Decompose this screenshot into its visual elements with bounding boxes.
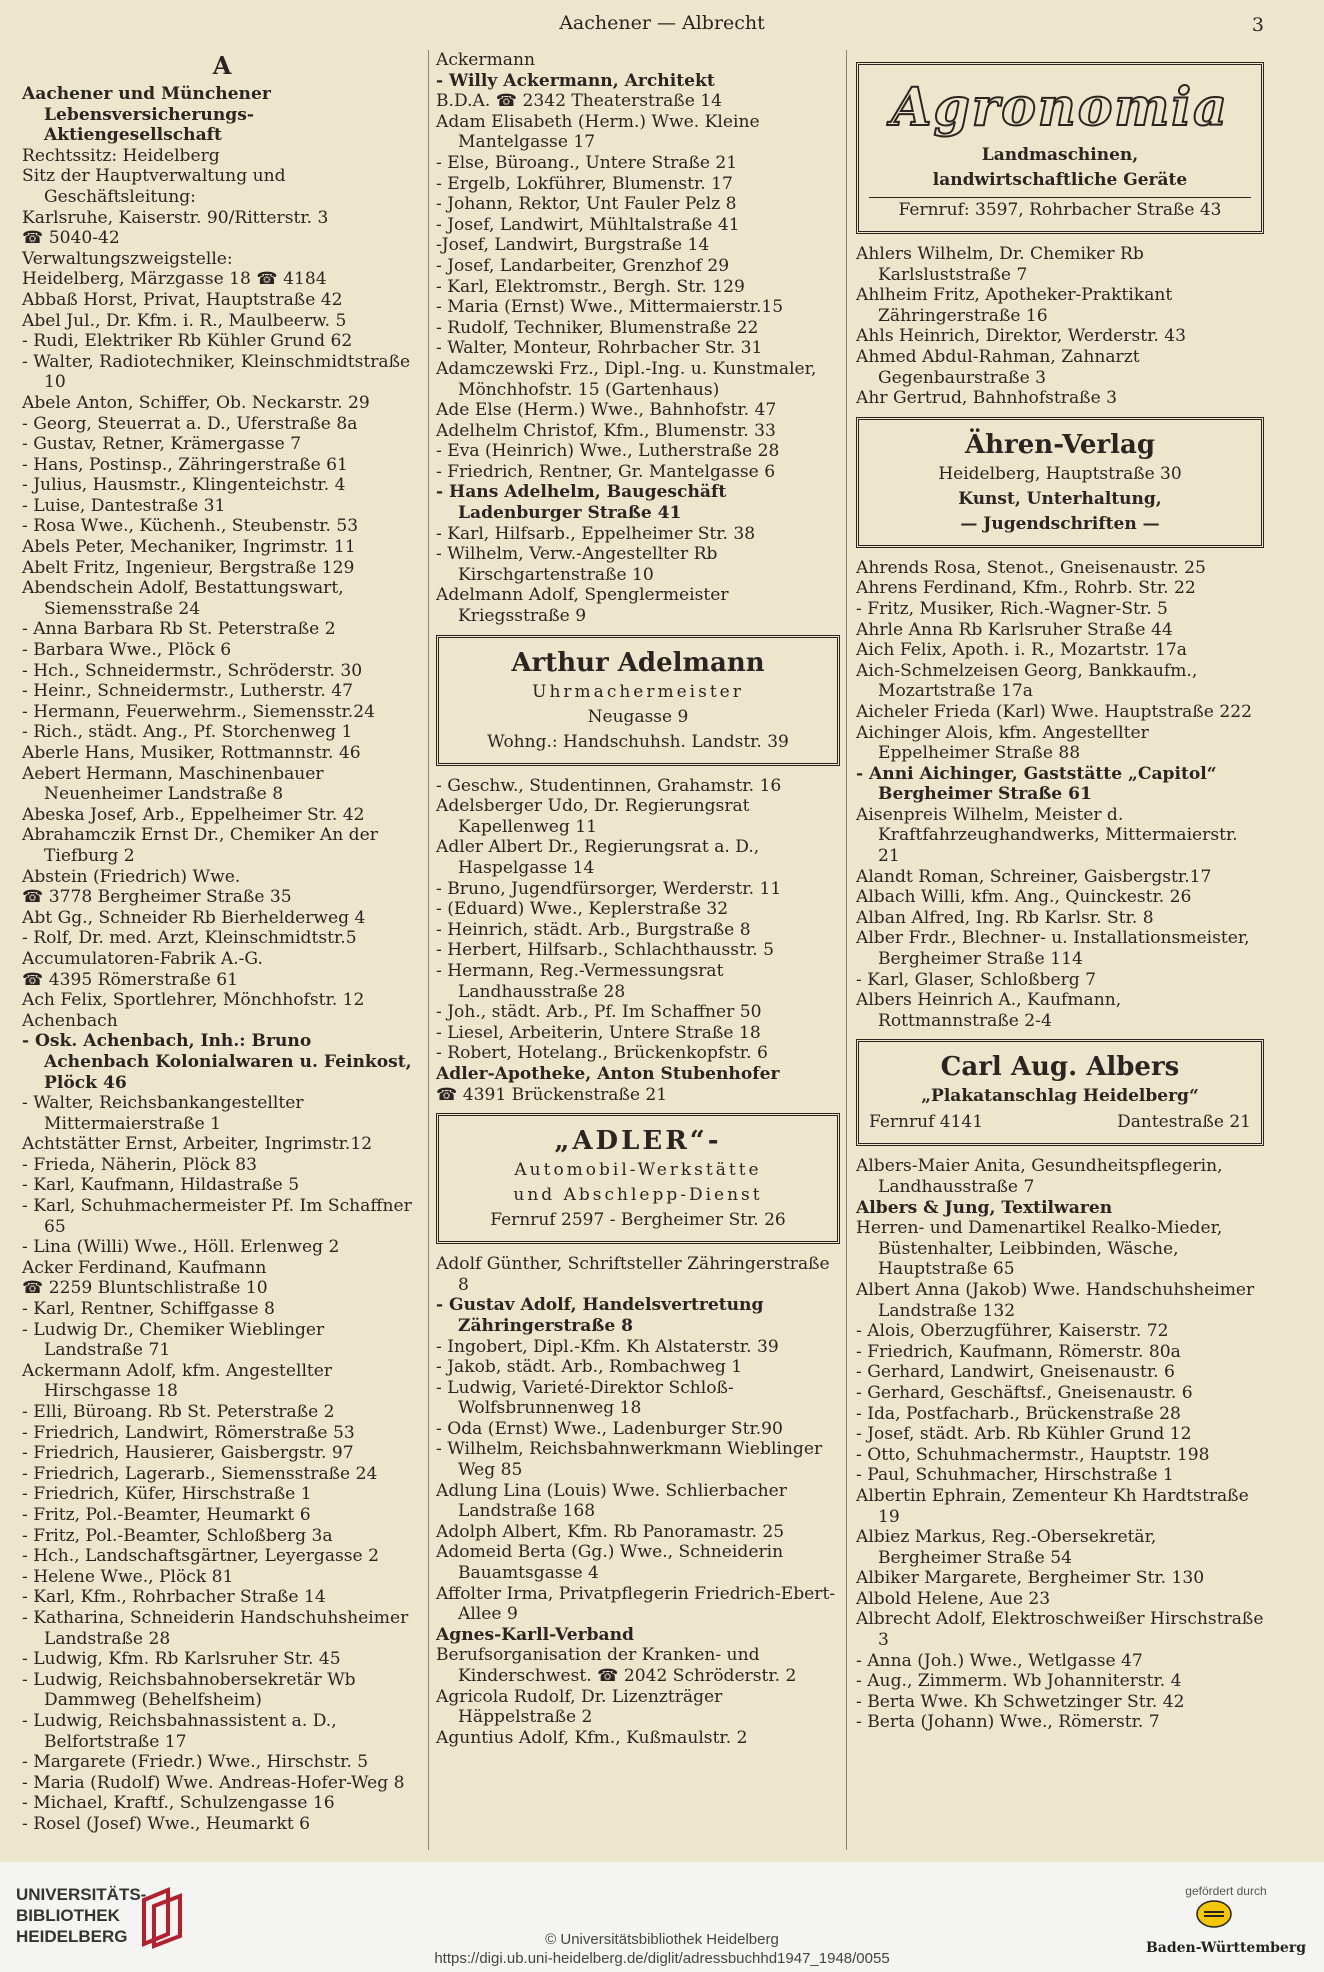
ad-line: und Abschlepp-Dienst bbox=[513, 1185, 763, 1206]
directory-entry: - Ludwig, Varieté-Direktor Schloß-Wolfsbrunnenweg 18 bbox=[436, 1377, 734, 1419]
directory-entry: - Barbara Wwe., Plöck 6 bbox=[22, 640, 232, 661]
directory-entry: - Helene Wwe., Plöck 81 bbox=[22, 1566, 234, 1587]
directory-entry: Agricola Rudolf, Dr. Lizenzträger Häppelstraße 2 bbox=[436, 1686, 723, 1728]
directory-entry: - Ludwig, Kfm. Rb Karlsruher Str. 45 bbox=[22, 1649, 341, 1670]
directory-entry: - Friedrich, Kaufmann, Römerstr. 80a bbox=[856, 1341, 1181, 1362]
directory-entry: - Otto, Schuhmachermstr., Hauptstr. 198 bbox=[856, 1444, 1210, 1465]
directory-entry: - Frieda, Näherin, Plöck 83 bbox=[22, 1154, 257, 1175]
page-header bbox=[0, 12, 1324, 40]
directory-entry: - Fritz, Pol.-Beamter, Heumarkt 6 bbox=[22, 1504, 311, 1525]
directory-entry: - Bruno, Jugendfürsorger, Werderstr. 11 bbox=[436, 878, 782, 899]
ad-address: Dantestraße 21 bbox=[1117, 1112, 1251, 1133]
directory-entry: - Rudi, Elektriker Rb Kühler Grund 62 bbox=[22, 331, 353, 352]
directory-entry: Rechtssitz: Heidelberg bbox=[22, 145, 220, 166]
directory-entry: - Gerhard, Landwirt, Gneisenaustr. 6 bbox=[856, 1362, 1175, 1383]
page-number: 3 bbox=[1251, 14, 1264, 36]
directory-entry: - Jakob, städt. Arb., Rombachweg 1 bbox=[436, 1357, 743, 1378]
directory-entry: - Lina (Willi) Wwe., Höll. Erlenweg 2 bbox=[22, 1237, 340, 1258]
directory-entry: - Osk. Achenbach, Inh.: Bruno Achenbach Kolonialwaren u. Feinkost, Plöck 46 bbox=[22, 1031, 412, 1093]
directory-entry: Acker Ferdinand, Kaufmann bbox=[22, 1257, 267, 1278]
directory-entry: - Karl, Glaser, Schloßberg 7 bbox=[856, 969, 1096, 990]
directory-entry: Adler Albert Dr., Regierungsrat a. D., Haspelgasse 14 bbox=[436, 837, 760, 878]
directory-entry: Aachener und Münchener Lebensversicherungs-Aktiengesellschaft bbox=[22, 84, 271, 146]
directory-entry: Adomeid Berta (Gg.) Wwe., Schneiderin Bauamtsgasse 4 bbox=[436, 1542, 784, 1584]
library-name-line: UNIVERSITÄTS- bbox=[16, 1885, 147, 1904]
directory-entry: - Hch., Landschaftsgärtner, Leyergasse 2 bbox=[22, 1546, 379, 1567]
ad-address: Bergheimer Str. 26 bbox=[620, 1210, 786, 1231]
directory-entry: ☎ 3778 Bergheimer Straße 35 bbox=[22, 887, 292, 908]
directory-entry: - Walter, Radiotechniker, Kleinschmidtstraße 10 bbox=[22, 351, 411, 393]
entry-list bbox=[856, 244, 1264, 409]
directory-entry: - Berta Wwe. Kh Schwetzinger Str. 42 bbox=[856, 1691, 1185, 1712]
directory-entry: - Julius, Hausmstr., Klingenteichstr. 4 bbox=[22, 475, 346, 496]
directory-entry: - Hch., Schneidermstr., Schröderstr. 30 bbox=[22, 660, 363, 681]
directory-entry: Albrecht Adolf, Elektroschweißer Hirschstraße 3 bbox=[856, 1609, 1264, 1651]
directory-entry: Aich-Schmelzeisen Georg, Bankkaufm., Mozartstraße 17a bbox=[856, 660, 1198, 702]
directory-entry: Albers Heinrich A., Kaufmann, Rottmannstraße 2-4 bbox=[856, 990, 1122, 1031]
directory-entry: Abels Peter, Mechaniker, Ingrimstr. 11 bbox=[22, 537, 356, 558]
ad-separator: - bbox=[609, 1210, 616, 1231]
directory-entry: Agnes-Karll-Verband bbox=[436, 1624, 634, 1645]
ad-line: landwirtschaftliche Geräte bbox=[932, 170, 1188, 190]
directory-entry: - Johann, Rektor, Unt Fauler Pelz 8 bbox=[436, 194, 737, 215]
directory-entry: - Willy Ackermann, Architekt bbox=[436, 70, 715, 91]
directory-entry: Albers-Maier Anita, Gesundheitspflegerin, Landhausstraße 7 bbox=[856, 1156, 1223, 1197]
directory-entry: - Rosa Wwe., Küchenh., Steubenstr. 53 bbox=[22, 516, 359, 537]
directory-entry: - Elli, Büroang. Rb St. Peterstraße 2 bbox=[22, 1402, 335, 1422]
directory-entry: Alban Alfred, Ing. Rb Karlsr. Str. 8 bbox=[856, 907, 1154, 928]
directory-entry: - Rich., städt. Ang., Pf. Storchenweg 1 bbox=[22, 722, 353, 743]
directory-entry: - Heinrich, städt. Arb., Burgstraße 8 bbox=[436, 919, 751, 940]
directory-entry: - Berta (Johann) Wwe., Römerstr. 7 bbox=[856, 1712, 1160, 1733]
directory-entry: Sitz der Hauptverwaltung und Geschäftsleitung: bbox=[22, 166, 286, 207]
ad-agronomia bbox=[856, 62, 1264, 234]
directory-entry: - Walter, Monteur, Rohrbacher Str. 31 bbox=[436, 338, 763, 359]
directory-entry: Ahmed Abdul-Rahman, Zahnarzt Gegenbaurstraße 3 bbox=[856, 346, 1140, 388]
directory-entry: - Ludwig Dr., Chemiker Wieblinger Landstraße 71 bbox=[22, 1319, 325, 1361]
ad-ahren-verlag bbox=[856, 417, 1264, 548]
directory-entry: Ahrens Ferdinand, Kfm., Rohrb. Str. 22 bbox=[856, 578, 1196, 599]
directory-entry: - Katharina, Schneiderin Handschuhsheimer Landstraße 28 bbox=[22, 1607, 409, 1649]
directory-entry: Aebert Hermann, Maschinenbauer Neuenheimer Landstraße 8 bbox=[22, 763, 324, 805]
directory-entry: Verwaltungszweigstelle: bbox=[22, 248, 233, 269]
directory-entry: Adolf Günther, Schriftsteller Zähringerstraße 8 bbox=[436, 1254, 830, 1295]
directory-entry: Achenbach bbox=[22, 1010, 118, 1031]
directory-entry: Aichinger Alois, kfm. Angestellter Eppelheimer Straße 88 bbox=[856, 722, 1149, 764]
directory-entry: Ade Else (Herm.) Wwe., Bahnhofstr. 47 bbox=[436, 400, 777, 421]
directory-entry: - Joh., städt. Arb., Pf. Im Schaffner 50 bbox=[436, 1002, 762, 1023]
state-emblem-icon bbox=[1196, 1900, 1232, 1928]
entry-list bbox=[436, 1254, 840, 1748]
viewer-footer bbox=[0, 1862, 1324, 1972]
running-title: Aachener — Albrecht bbox=[559, 12, 765, 34]
entry-list bbox=[856, 558, 1264, 1032]
state-name: Baden-Württemberg bbox=[1145, 1940, 1306, 1956]
agronomia-logo: Agronomia bbox=[891, 77, 1229, 138]
directory-entry: - Karl, Rentner, Schiffgasse 8 bbox=[22, 1299, 275, 1320]
directory-entry: - Hans Adelhelm, Baugeschäft Ladenburger Straße 41 bbox=[436, 482, 727, 524]
directory-entry: - Margarete (Friedr.) Wwe., Hirschstr. 5 bbox=[22, 1752, 369, 1773]
funded-by-label: gefördert durch bbox=[1185, 1884, 1267, 1898]
directory-entry: Ahls Heinrich, Direktor, Werderstr. 43 bbox=[856, 326, 1186, 347]
directory-entry: Albiker Margarete, Bergheimer Str. 130 bbox=[856, 1568, 1205, 1589]
directory-entry: - Wilhelm, Verw.-Angestellter Rb Kirschgartenstraße 10 bbox=[436, 544, 718, 585]
directory-entry: Adelsberger Udo, Dr. Regierungsrat Kapellenweg 11 bbox=[436, 796, 750, 837]
directory-entry: - Ludwig, Reichsbahnassistent a. D., Belfortstraße 17 bbox=[22, 1710, 337, 1752]
directory-entry: Aguntius Adolf, Kfm., Kußmaulstr. 2 bbox=[436, 1727, 748, 1748]
directory-entry: Heidelberg, Märzgasse 18 ☎ 4184 bbox=[22, 269, 327, 290]
directory-entry: Ahlers Wilhelm, Dr. Chemiker Rb Karlsluststraße 7 bbox=[856, 244, 1144, 285]
directory-entry: - Gustav, Retner, Krämergasse 7 bbox=[22, 434, 302, 455]
directory-entry: - Oda (Ernst) Wwe., Ladenburger Str.90 bbox=[436, 1418, 783, 1439]
directory-entry: Albertin Ephrain, Zementeur Kh Hardtstraße 19 bbox=[856, 1485, 1249, 1527]
directory-entry: ☎ 5040-42 bbox=[22, 228, 120, 249]
directory-entry: - Gerhard, Geschäftsf., Gneisenaustr. 6 bbox=[856, 1382, 1193, 1403]
directory-entry: Herren- und Damenartikel Realko-Mieder, Büstenhalter, Leibbinden, Wäsche, Hauptstraße 65 bbox=[856, 1218, 1223, 1280]
directory-entry: - Rosel (Josef) Wwe., Heumarkt 6 bbox=[22, 1813, 311, 1834]
directory-entry: - Herbert, Hilfsarb., Schlachthausstr. 5 bbox=[436, 940, 774, 961]
ad-line: Heidelberg, Hauptstraße 30 bbox=[938, 463, 1182, 484]
directory-entry: Alandt Roman, Schreiner, Gaisbergstr.17 bbox=[856, 866, 1212, 887]
funding-note[interactable] bbox=[1146, 1884, 1306, 1956]
entry-list bbox=[856, 1156, 1264, 1733]
ad-home-address: Wohng.: Handschuhsh. Landstr. 39 bbox=[487, 731, 789, 752]
directory-entry: - Fritz, Pol.-Beamter, Schloßberg 3a bbox=[22, 1525, 333, 1546]
directory-entry: - Else, Büroang., Untere Straße 21 bbox=[436, 152, 738, 173]
section-letter: A bbox=[212, 51, 232, 80]
directory-entry: - Heinr., Schneidermstr., Lutherstr. 47 bbox=[22, 681, 353, 702]
directory-entry: - Georg, Steuerrat a. D., Uferstraße 8a bbox=[22, 413, 358, 434]
directory-entry: Abendschein Adolf, Bestattungswart, Siemensstraße 24 bbox=[22, 578, 344, 619]
directory-entry: Albert Anna (Jakob) Wwe. Handschuhsheimer Landstraße 132 bbox=[856, 1279, 1255, 1321]
directory-entry: - Paul, Schuhmacher, Hirschstraße 1 bbox=[856, 1465, 1174, 1486]
directory-entry: - Ingobert, Dipl.-Kfm. Kh Alstaterstr. 39 bbox=[436, 1336, 779, 1357]
directory-entry: Aich Felix, Apoth. i. R., Mozartstr. 17a bbox=[856, 640, 1187, 661]
directory-entry: ☎ 2259 Bluntschlistraße 10 bbox=[22, 1278, 268, 1299]
ad-arthur-adelmann bbox=[436, 635, 840, 766]
directory-entry: Ahrends Rosa, Stenot., Gneisenaustr. 25 bbox=[856, 557, 1206, 578]
ad-line: Landmaschinen, bbox=[981, 145, 1139, 165]
ad-phone: Fernruf 2597 bbox=[490, 1210, 605, 1231]
directory-entry: - Friedrich, Rentner, Gr. Mantelgasse 6 bbox=[436, 461, 776, 482]
directory-entry: - Josef, Landarbeiter, Grenzhof 29 bbox=[436, 255, 730, 276]
directory-entry: - Michael, Kraftf., Schulzengasse 16 bbox=[22, 1793, 335, 1814]
directory-entry: Aberle Hans, Musiker, Rottmannstr. 46 bbox=[22, 743, 361, 763]
ad-title: Carl Aug. Albers bbox=[940, 1052, 1180, 1083]
ad-adler-werkstaette bbox=[436, 1113, 840, 1244]
directory-entry: - Gustav Adolf, Handelsvertretung Zähringerstraße 8 bbox=[436, 1295, 764, 1336]
directory-entry: - Geschw., Studentinnen, Grahamstr. 16 bbox=[436, 775, 782, 796]
ad-contact bbox=[869, 1109, 1251, 1135]
ad-line: — Jugendschriften — bbox=[960, 513, 1160, 534]
directory-entry: - Ludwig, Reichsbahnobersekretär Wb Dammweg (Behelfsheim) bbox=[22, 1669, 356, 1711]
ad-contact bbox=[449, 1208, 827, 1233]
directory-entry: - Ida, Postfacharb., Brückenstraße 28 bbox=[856, 1403, 1181, 1424]
directory-entry: Aicheler Frieda (Karl) Wwe. Hauptstraße 222 bbox=[856, 701, 1252, 722]
footer-credits bbox=[0, 1930, 1324, 1968]
ad-phone: Fernruf 4141 bbox=[869, 1112, 984, 1133]
directory-entry: Adolph Albert, Kfm. Rb Panoramastr. 25 bbox=[436, 1521, 785, 1542]
directory-entry: Adelmann Adolf, Spenglermeister Kriegsstraße 9 bbox=[436, 585, 729, 627]
ad-slogan: „Plakatanschlag Heidelberg“ bbox=[921, 1086, 1199, 1107]
ad-address: Neugasse 9 bbox=[587, 706, 689, 727]
directory-entry: - Luise, Dantestraße 31 bbox=[22, 495, 226, 516]
directory-entry: Adlung Lina (Louis) Wwe. Schlierbacher Landstraße 168 bbox=[436, 1480, 787, 1522]
directory-entry: Adamczewski Frz., Dipl.-Ing. u. Kunstmaler, Mönchhofstr. 15 (Gartenhaus) bbox=[436, 358, 817, 400]
directory-entry: - Karl, Kaufmann, Hildastraße 5 bbox=[22, 1175, 300, 1196]
directory-entry: ☎ 4391 Brückenstraße 21 bbox=[436, 1084, 668, 1105]
directory-entry: - Liesel, Arbeiterin, Untere Straße 18 bbox=[436, 1022, 761, 1043]
directory-entry: - Josef, städt. Arb. Rb Kühler Grund 12 bbox=[856, 1424, 1192, 1445]
directory-entry: Albach Willi, kfm. Ang., Quinckestr. 26 bbox=[856, 887, 1192, 908]
directory-entry: Abeska Josef, Arb., Eppelheimer Str. 42 bbox=[22, 804, 365, 825]
permalink[interactable]: https://digi.ub.uni-heidelberg.de/diglit/adressbuchhd1947_1948/0055 bbox=[434, 1950, 890, 1967]
directory-entry: - Maria (Rudolf) Wwe. Andreas-Hofer-Weg 8 bbox=[22, 1772, 405, 1793]
ad-title: „ADLER“- bbox=[554, 1126, 722, 1157]
directory-entry: Ackermann Adolf, kfm. Angestellter Hirschgasse 18 bbox=[22, 1360, 333, 1402]
directory-entry: - Friedrich, Küfer, Hirschstraße 1 bbox=[22, 1484, 312, 1505]
directory-entry: Abstein (Friedrich) Wwe. bbox=[22, 866, 241, 887]
library-name-line: HEIDELBERG bbox=[16, 1927, 128, 1946]
directory-entry: Albiez Markus, Reg.-Obersekretär, Bergheimer Straße 54 bbox=[856, 1527, 1157, 1568]
column-right bbox=[856, 50, 1264, 1733]
directory-entry: - Karl, Schuhmachermeister Pf. Im Schaffner 65 bbox=[22, 1196, 412, 1237]
directory-entry: -Josef, Landwirt, Burgstraße 14 bbox=[436, 235, 710, 256]
directory-entry: - Karl, Elektromstr., Bergh. Str. 129 bbox=[436, 276, 745, 297]
directory-entry: Berufsorganisation der Kranken- und Kinderschwest. ☎ 2042 Schröderstr. 2 bbox=[436, 1645, 797, 1686]
directory-entry: - Hermann, Feuerwehrm., Siemensstr.24 bbox=[22, 701, 375, 722]
directory-entry: Albold Helene, Aue 23 bbox=[856, 1588, 1051, 1609]
directory-entry: - (Eduard) Wwe., Keplerstraße 32 bbox=[436, 899, 729, 920]
directory-entry: Ackermann bbox=[436, 50, 535, 70]
directory-entry: - Eva (Heinrich) Wwe., Lutherstraße 28 bbox=[436, 441, 780, 462]
directory-entry: - Rudolf, Techniker, Blumenstraße 22 bbox=[436, 317, 759, 338]
directory-entry: Karlsruhe, Kaiserstr. 90/Ritterstr. 3 bbox=[22, 207, 329, 228]
directory-entry: - Friedrich, Lagerarb., Siemensstraße 24 bbox=[22, 1463, 378, 1484]
directory-entry: - Josef, Landwirt, Mühltalstraße 41 bbox=[436, 214, 740, 235]
ad-title: Arthur Adelmann bbox=[511, 647, 765, 678]
entry-list bbox=[436, 776, 840, 1106]
directory-entry: - Rolf, Dr. med. Arzt, Kleinschmidtstr.5 bbox=[22, 928, 357, 949]
directory-entry: Ach Felix, Sportlehrer, Mönchhofstr. 12 bbox=[22, 990, 365, 1011]
directory-entry: - Maria (Ernst) Wwe., Mittermaierstr.15 bbox=[436, 297, 784, 318]
directory-entry: Achtstätter Ernst, Arbeiter, Ingrimstr.12 bbox=[22, 1134, 373, 1155]
directory-entry: Ahr Gertrud, Bahnhofstraße 3 bbox=[856, 388, 1118, 409]
directory-entry: - Karl, Kfm., Rohrbacher Straße 14 bbox=[22, 1587, 326, 1608]
directory-entry: Abelt Fritz, Ingenieur, Bergstraße 129 bbox=[22, 557, 355, 578]
directory-entry: - Walter, Reichsbankangestellter Mittermaierstraße 1 bbox=[22, 1093, 304, 1134]
directory-entry: Albers & Jung, Textilwaren bbox=[856, 1197, 1113, 1218]
column-left bbox=[22, 50, 422, 1834]
directory-entry: Abele Anton, Schiffer, Ob. Neckarstr. 29 bbox=[22, 392, 370, 413]
library-name-line: BIBLIOTHEK bbox=[16, 1906, 120, 1925]
ad-line: Kunst, Unterhaltung, bbox=[958, 488, 1162, 509]
directory-entry: Ahrle Anna Rb Karlsruher Straße 44 bbox=[856, 619, 1173, 640]
directory-entry: ☎ 4395 Römerstraße 61 bbox=[22, 969, 239, 990]
directory-entry: - Anna (Joh.) Wwe., Wetlgasse 47 bbox=[856, 1650, 1143, 1671]
directory-entry: - Friedrich, Landwirt, Römerstraße 53 bbox=[22, 1422, 355, 1443]
directory-entry: - Fritz, Musiker, Rich.-Wagner-Str. 5 bbox=[856, 598, 1168, 619]
directory-entry: Adelhelm Christof, Kfm., Blumenstr. 33 bbox=[436, 420, 776, 441]
directory-entry: - Hermann, Reg.-Vermessungsrat Landhausstraße 28 bbox=[436, 960, 724, 1002]
directory-entry: - Alois, Oberzugführer, Kaiserstr. 72 bbox=[856, 1321, 1169, 1342]
copyright-text: © Universitätsbibliothek Heidelberg bbox=[545, 1931, 779, 1948]
directory-entry: - Robert, Hotelang., Brückenkopfstr. 6 bbox=[436, 1043, 768, 1064]
directory-entry: Abt Gg., Schneider Rb Bierhelderweg 4 bbox=[22, 907, 366, 928]
column-divider-2 bbox=[846, 50, 847, 1850]
directory-entry: - Karl, Hilfsarb., Eppelheimer Str. 38 bbox=[436, 523, 756, 544]
entry-list bbox=[436, 50, 840, 627]
directory-entry: Ahlheim Fritz, Apotheker-Praktikant Zähringerstraße 16 bbox=[856, 285, 1173, 326]
directory-entry: - Ergelb, Lokführer, Blumenstr. 17 bbox=[436, 173, 733, 194]
directory-entry: Affolter Irma, Privatpflegerin Friedrich-Ebert-Allee 9 bbox=[436, 1583, 836, 1625]
directory-entry: Alber Frdr., Blechner- u. Installationsmeister, Bergheimer Straße 114 bbox=[856, 928, 1250, 970]
directory-entry: - Anna Barbara Rb St. Peterstraße 2 bbox=[22, 619, 336, 640]
entry-list bbox=[22, 84, 422, 1834]
directory-entry: - Wilhelm, Reichsbahnwerkmann Wieblinger Weg 85 bbox=[436, 1439, 823, 1481]
directory-entry: - Aug., Zimmerm. Wb Johanniterstr. 4 bbox=[856, 1671, 1182, 1692]
directory-entry: - Friedrich, Hausierer, Gaisbergstr. 97 bbox=[22, 1443, 354, 1464]
ad-title: Ähren-Verlag bbox=[964, 429, 1156, 460]
ad-footer: Fernruf: 3597, Rohrbacher Straße 43 bbox=[869, 197, 1251, 223]
directory-entry: Accumulatoren-Fabrik A.-G. bbox=[22, 948, 263, 969]
ad-trade: Uhrmachermeister bbox=[532, 681, 744, 702]
ad-line: Automobil-Werkstätte bbox=[514, 1160, 762, 1181]
directory-entry: - Hans, Postinsp., Zähringerstraße 61 bbox=[22, 454, 348, 475]
column-middle bbox=[436, 50, 840, 1748]
ad-carl-albers bbox=[856, 1039, 1264, 1146]
directory-entry: Aisenpreis Wilhelm, Meister d. Kraftfahrzeughandwerks, Mittermaierstr. 21 bbox=[856, 804, 1238, 867]
directory-entry: - Anni Aichinger, Gaststätte „Capitol“ Bergheimer Straße 61 bbox=[856, 763, 1217, 805]
column-divider-1 bbox=[428, 50, 429, 1850]
directory-entry: Adam Elisabeth (Herm.) Wwe. Kleine Mantelgasse 17 bbox=[436, 111, 760, 153]
directory-entry: Abbaß Horst, Privat, Hauptstraße 42 bbox=[22, 289, 343, 310]
directory-entry: Abel Jul., Dr. Kfm. i. R., Maulbeerw. 5 bbox=[22, 310, 347, 331]
directory-entry: Adler-Apotheke, Anton Stubenhofer bbox=[436, 1063, 780, 1084]
directory-entry: B.D.A. ☎ 2342 Theaterstraße 14 bbox=[436, 91, 722, 112]
directory-entry: Abrahamczik Ernst Dr., Chemiker An der Tiefburg 2 bbox=[22, 825, 378, 866]
